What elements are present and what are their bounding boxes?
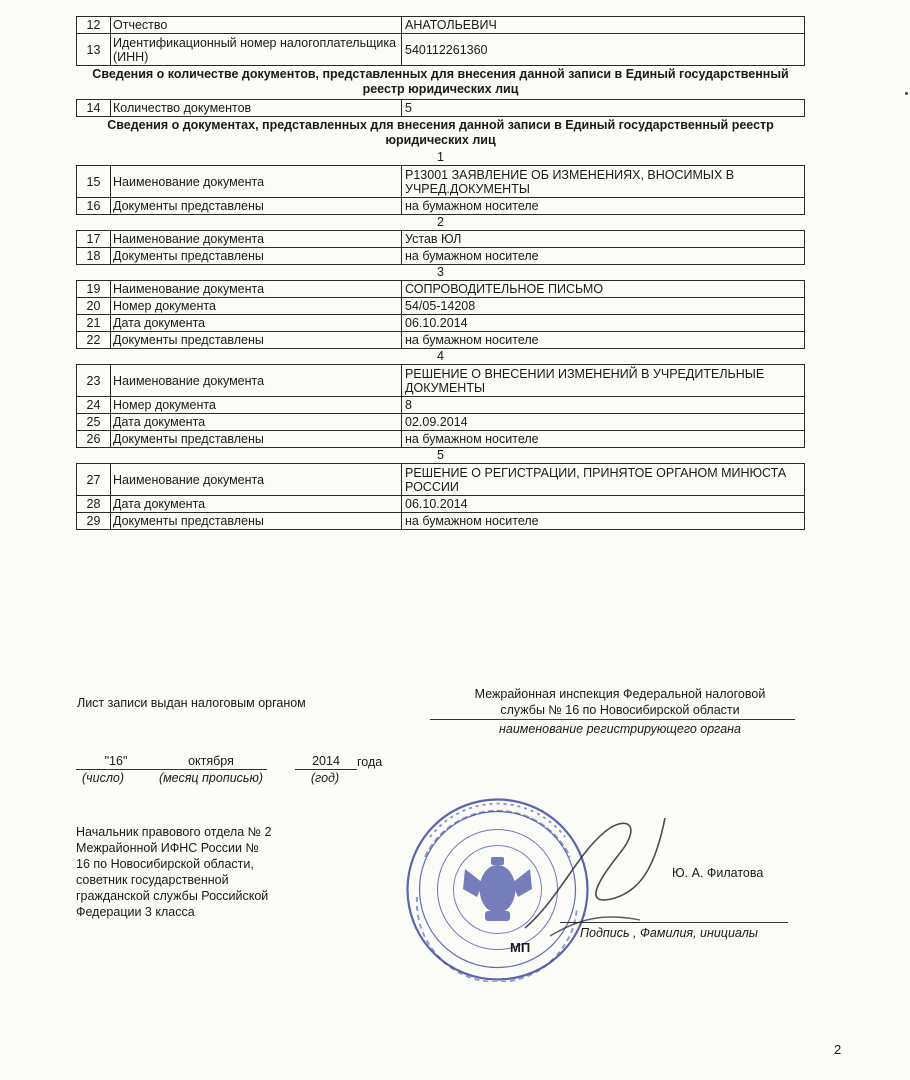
date-day: "16" <box>104 754 128 768</box>
registry-table <box>76 16 805 530</box>
row-field-value: РЕШЕНИЕ О РЕГИСТРАЦИИ, ПРИНЯТОЕ ОРГАНОМ МИНЮСТА РОССИИ <box>405 465 787 494</box>
row-field-value: 54/05-14208 <box>405 299 476 313</box>
authority-line-2: службы № 16 по Новосибирской области <box>500 703 740 717</box>
signer-name: Ю. А. Филатова <box>672 866 764 880</box>
document-group-index: 4 <box>437 349 444 363</box>
row-number: 28 <box>77 496 111 512</box>
row-field-name: Номер документа <box>111 397 402 413</box>
row-field-name: Документы представлены <box>111 198 402 214</box>
row-field-name: Отчество <box>111 17 402 33</box>
row-number: 24 <box>77 397 111 413</box>
table-row <box>76 364 805 397</box>
authority-caption: наименование регистрирующего органа <box>499 722 741 736</box>
table-row <box>76 332 805 349</box>
row-number: 16 <box>77 198 111 214</box>
row-field-name: Документы представлены <box>111 513 402 529</box>
row-number: 20 <box>77 298 111 314</box>
row-field-value: на бумажном носителе <box>405 514 539 528</box>
table-row <box>76 414 805 431</box>
date-month: октября <box>188 754 234 768</box>
row-number: 22 <box>77 332 111 348</box>
row-field-name: Наименование документа <box>111 464 402 495</box>
row-field-value: 06.10.2014 <box>405 316 468 330</box>
row-number: 14 <box>77 100 111 116</box>
row-field-name: Документы представлены <box>111 431 402 447</box>
row-field-value: 5 <box>405 101 412 115</box>
row-field-value: 8 <box>405 398 412 412</box>
speck <box>905 92 908 95</box>
row-field-name: Дата документа <box>111 414 402 430</box>
date-year-suffix: года <box>357 755 383 769</box>
document-group-index: 3 <box>437 265 444 279</box>
row-number: 29 <box>77 513 111 529</box>
row-field-value: на бумажном носителе <box>405 249 539 263</box>
day-caption: (число) <box>82 771 124 785</box>
row-field-value: 02.09.2014 <box>405 415 468 429</box>
row-field-name: Номер документа <box>111 298 402 314</box>
row-number: 15 <box>77 166 111 197</box>
table-row <box>76 431 805 448</box>
document-group-index: 1 <box>437 150 444 164</box>
row-field-name: Дата документа <box>111 315 402 331</box>
table-row <box>76 230 805 248</box>
row-field-name: Документы представлены <box>111 332 402 348</box>
document-group-index: 2 <box>437 215 444 229</box>
signature-caption: Подпись , Фамилия, инициалы <box>580 926 758 940</box>
row-number: 13 <box>77 34 111 65</box>
row-field-value: Устав ЮЛ <box>405 232 462 246</box>
table-row <box>76 99 805 117</box>
row-number: 21 <box>77 315 111 331</box>
table-row <box>76 280 805 298</box>
authority-line-1: Межрайонная инспекция Федеральной налоговой <box>474 687 766 701</box>
table-row <box>76 315 805 332</box>
row-number: 18 <box>77 248 111 264</box>
row-field-value: АНАТОЛЬЕВИЧ <box>405 18 497 32</box>
section-heading-count: Сведения о количестве документов, представленных для внесения данной записи в Единый государственный реестр юридических лиц <box>92 67 789 96</box>
row-field-name: Наименование документа <box>111 231 402 247</box>
document-group-index: 5 <box>437 448 444 462</box>
table-row <box>76 198 805 215</box>
row-field-value: на бумажном носителе <box>405 199 539 213</box>
table-row <box>76 463 805 496</box>
issued-by-label: Лист записи выдан налоговым органом <box>77 696 306 710</box>
row-field-name: Количество документов <box>111 100 402 116</box>
row-field-name: Документы представлены <box>111 248 402 264</box>
page-number: 2 <box>834 1042 842 1057</box>
row-field-value: Р13001 ЗАЯВЛЕНИЕ ОБ ИЗМЕНЕНИЯХ, ВНОСИМЫХ В УЧРЕД.ДОКУМЕНТЫ <box>405 167 735 196</box>
date-year: 2014 <box>312 754 340 768</box>
section-heading-documents: Сведения о документах, представленных для внесения данной записи в Единый государственный реестр юридических лиц <box>107 118 774 147</box>
row-field-value: на бумажном носителе <box>405 432 539 446</box>
row-field-value: СОПРОВОДИТЕЛЬНОЕ ПИСЬМО <box>405 282 604 296</box>
row-field-name: Наименование документа <box>111 365 402 396</box>
row-field-name: Идентификационный номер налогоплательщика (ИНН) <box>111 34 402 65</box>
table-row <box>76 298 805 315</box>
row-number: 26 <box>77 431 111 447</box>
row-number: 12 <box>77 17 111 33</box>
table-row <box>76 248 805 265</box>
row-field-name: Наименование документа <box>111 166 402 197</box>
seal-mark: МП <box>510 940 531 955</box>
table-row <box>76 513 805 530</box>
official-title: Начальник правового отдела № 2 Межрайонной ИФНС России № 16 по Новосибирской области, советник государственной гражданской службы Российской Федерации 3 класса <box>76 825 272 919</box>
table-row <box>76 397 805 414</box>
row-field-value: на бумажном носителе <box>405 333 539 347</box>
table-row <box>76 16 805 34</box>
row-field-value: 540112261360 <box>405 42 488 57</box>
table-row <box>76 34 805 66</box>
document-groups <box>76 150 805 530</box>
table-row <box>76 165 805 198</box>
row-field-name: Дата документа <box>111 496 402 512</box>
row-number: 19 <box>77 281 111 297</box>
row-number: 25 <box>77 414 111 430</box>
row-number: 27 <box>77 464 111 495</box>
row-field-value: РЕШЕНИЕ О ВНЕСЕНИИ ИЗМЕНЕНИЙ В УЧРЕДИТЕЛЬНЫЕ ДОКУМЕНТЫ <box>405 366 765 395</box>
row-number: 17 <box>77 231 111 247</box>
row-field-name: Наименование документа <box>111 281 402 297</box>
year-caption: (год) <box>310 771 340 785</box>
row-number: 23 <box>77 365 111 396</box>
row-field-value: 06.10.2014 <box>405 497 468 511</box>
table-row <box>76 496 805 513</box>
month-caption: (месяц прописью) <box>158 771 264 785</box>
